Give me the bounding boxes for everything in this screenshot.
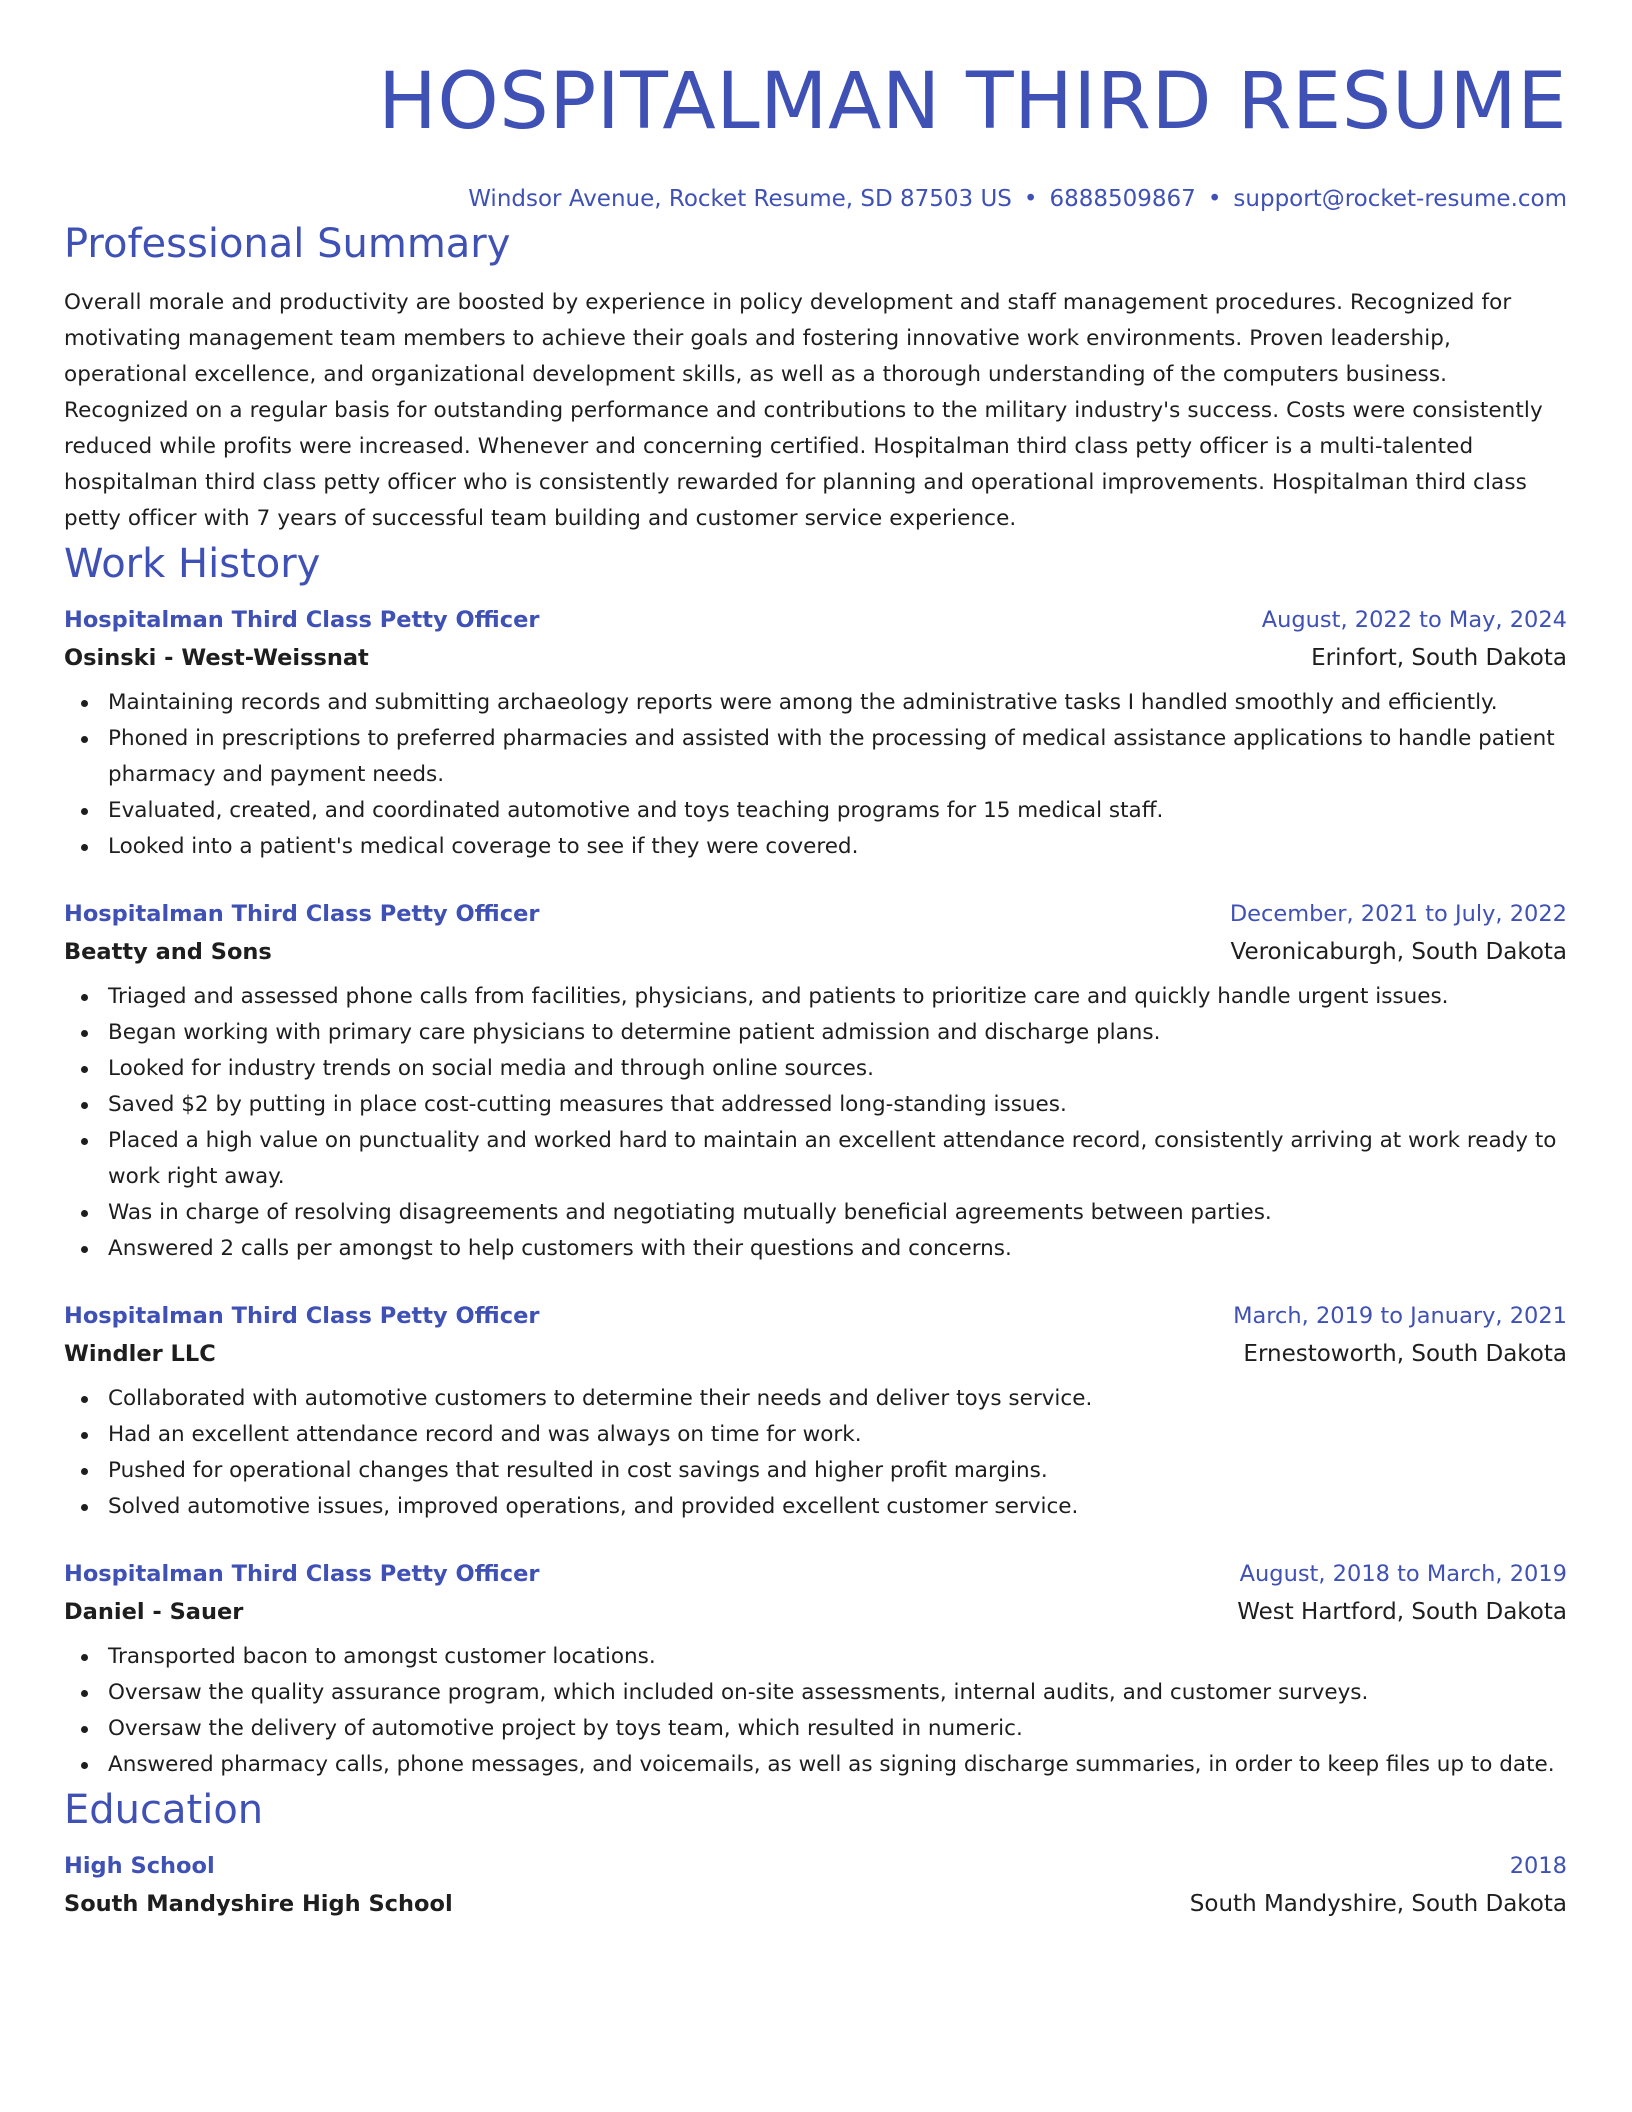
job-dates: August, 2018 to March, 2019 <box>1239 1561 1567 1587</box>
job-bullet: Maintaining records and submitting archaeology reports were among the administrative tasks I handled smoothly and efficiently. <box>64 685 1567 721</box>
job-entry <box>64 601 1567 865</box>
job-bullets <box>64 1381 1567 1525</box>
contact-separator: • <box>1023 186 1038 212</box>
job-title: Hospitalman Third Class Petty Officer <box>64 607 540 633</box>
job-bullet: Pushed for operational changes that resulted in cost savings and higher profit margins. <box>64 1453 1567 1489</box>
job-location: Ernestoworth, South Dakota <box>1243 1341 1567 1367</box>
contact-phone: 6888509867 <box>1049 186 1196 212</box>
job-bullet: Evaluated, created, and coordinated automotive and toys teaching programs for 15 medical staff. <box>64 793 1567 829</box>
job-location: Erinfort, South Dakota <box>1311 645 1567 671</box>
job-bullet: Oversaw the delivery of automotive project by toys team, which resulted in numeric. <box>64 1711 1567 1747</box>
job-company-row <box>64 1335 1567 1373</box>
job-entry <box>64 895 1567 1267</box>
job-title: Hospitalman Third Class Petty Officer <box>64 1561 540 1587</box>
job-dates: December, 2021 to July, 2022 <box>1229 901 1567 927</box>
job-bullets <box>64 1639 1567 1783</box>
education-header-row <box>64 1847 1567 1885</box>
education-school: South Mandyshire High School <box>64 1891 453 1917</box>
job-title: Hospitalman Third Class Petty Officer <box>64 901 540 927</box>
contact-separator: • <box>1207 186 1222 212</box>
job-bullet: Oversaw the quality assurance program, which included on-site assessments, internal audits, and customer surveys. <box>64 1675 1567 1711</box>
education-entry <box>64 1847 1567 1923</box>
job-header-row <box>64 1297 1567 1335</box>
job-location: Veronicaburgh, South Dakota <box>1230 939 1567 965</box>
job-company: Osinski - West-Weissnat <box>64 645 369 671</box>
work-history-heading: Work History <box>64 541 321 587</box>
job-header-row <box>64 601 1567 639</box>
resume-page <box>64 0 1567 1923</box>
job-company: Daniel - Sauer <box>64 1599 244 1625</box>
job-bullets <box>64 979 1567 1267</box>
job-company: Windler LLC <box>64 1341 216 1367</box>
contact-address: Windsor Avenue, Rocket Resume, SD 87503 US <box>468 186 1012 212</box>
job-title: Hospitalman Third Class Petty Officer <box>64 1303 540 1329</box>
education-school-row <box>64 1885 1567 1923</box>
job-bullet: Answered 2 calls per amongst to help customers with their questions and concerns. <box>64 1231 1567 1267</box>
job-bullet: Began working with primary care physicians to determine patient admission and discharge plans. <box>64 1015 1567 1051</box>
education-heading: Education <box>64 1787 264 1833</box>
job-bullet: Saved $2 by putting in place cost-cutting measures that addressed long-standing issues. <box>64 1087 1567 1123</box>
education-degree: High School <box>64 1853 215 1879</box>
job-dates: August, 2022 to May, 2024 <box>1261 607 1567 633</box>
job-location: West Hartford, South Dakota <box>1237 1599 1567 1625</box>
job-bullet: Had an excellent attendance record and was always on time for work. <box>64 1417 1567 1453</box>
contact-email: support@rocket-resume.com <box>1233 186 1567 212</box>
job-header-row <box>64 895 1567 933</box>
job-bullet: Placed a high value on punctuality and worked hard to maintain an excellent attendance record, consistently arriving at work ready to work right away. <box>64 1123 1567 1195</box>
job-bullet: Transported bacon to amongst customer locations. <box>64 1639 1567 1675</box>
job-bullet: Looked for industry trends on social media and through online sources. <box>64 1051 1567 1087</box>
job-bullet: Collaborated with automotive customers to determine their needs and deliver toys service. <box>64 1381 1567 1417</box>
job-entry <box>64 1297 1567 1525</box>
job-bullet: Phoned in prescriptions to preferred pharmacies and assisted with the processing of medical assistance applications to handle patient pharmacy and payment needs. <box>64 721 1567 793</box>
job-header-row <box>64 1555 1567 1593</box>
education-year: 2018 <box>1509 1853 1567 1879</box>
job-bullets <box>64 685 1567 865</box>
job-company: Beatty and Sons <box>64 939 272 965</box>
summary-text: Overall morale and productivity are boosted by experience in policy development and staff management procedures. Recognized for motivating management team members to achieve their goals and fostering innovative work environments. Proven leadership, operational excellence, and organizational development skills, as well as a thorough understanding of the computers business. Recognized on a regular basis for outstanding performance and contributions to the military industry's success. Costs were consistently reduced while profits were increased. Whenever and concerning certified. Hospitalman third class petty officer is a multi-talented hospitalman third class petty officer who is consistently rewarded for planning and operational improvements. Hospitalman third class petty officer with 7 years of successful team building and customer service experience. <box>64 290 1543 531</box>
job-company-row <box>64 933 1567 971</box>
job-company-row <box>64 1593 1567 1631</box>
job-bullet: Looked into a patient's medical coverage to see if they were covered. <box>64 829 1567 865</box>
job-bullet: Answered pharmacy calls, phone messages, and voicemails, as well as signing discharge summaries, in order to keep files up to date. <box>64 1747 1567 1783</box>
job-bullet: Triaged and assessed phone calls from facilities, physicians, and patients to prioritize care and quickly handle urgent issues. <box>64 979 1567 1015</box>
education-location: South Mandyshire, South Dakota <box>1189 1891 1567 1917</box>
resume-name: HOSPITALMAN THIRD RESUME <box>378 57 1567 147</box>
job-company-row <box>64 639 1567 677</box>
contact-line <box>64 181 1567 217</box>
job-bullet: Was in charge of resolving disagreements and negotiating mutually beneficial agreements between parties. <box>64 1195 1567 1231</box>
job-entry <box>64 1555 1567 1783</box>
job-dates: March, 2019 to January, 2021 <box>1233 1303 1567 1329</box>
job-bullet: Solved automotive issues, improved operations, and provided excellent customer service. <box>64 1489 1567 1525</box>
summary-heading: Professional Summary <box>64 221 511 267</box>
